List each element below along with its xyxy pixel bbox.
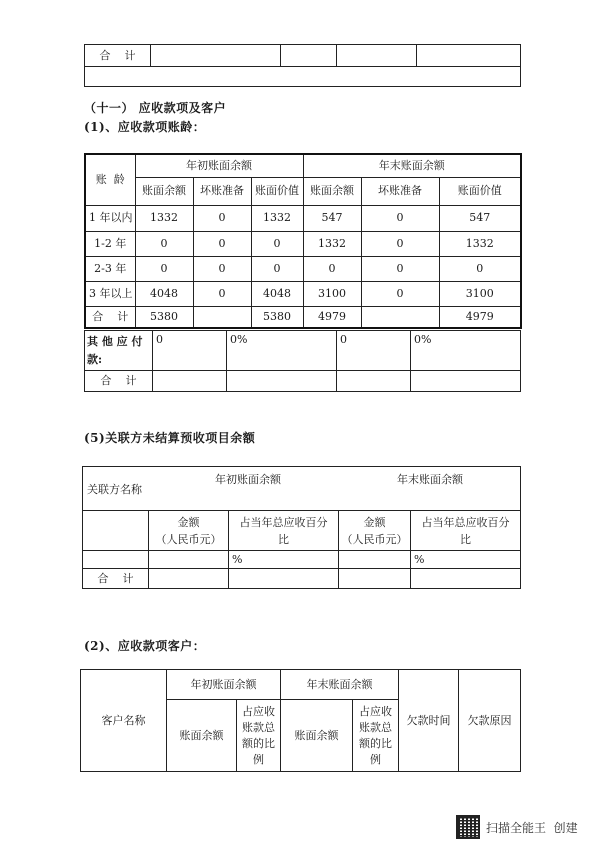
top-total-table	[84, 44, 521, 87]
ratio-line: 额的比	[359, 736, 392, 750]
aging-table	[84, 153, 522, 329]
cell-value: 0	[153, 331, 227, 371]
amount-header-line1: 金额	[363, 515, 386, 529]
amount-header-line2: （人民币元）	[341, 532, 408, 546]
pct-header-line2: 比	[460, 532, 472, 546]
overdue-time-header: 欠款时间	[399, 670, 459, 772]
aging-sub-header: 坏账准备	[361, 177, 439, 205]
overdue-reason-header: 欠款原因	[459, 670, 521, 772]
balance-header: 账面余额	[281, 700, 353, 772]
cell-value: 0	[193, 231, 251, 256]
table-row	[85, 231, 521, 256]
ratio-line: 占应收	[359, 704, 392, 718]
ratio-line: 占应收	[242, 704, 275, 718]
cell-value: 4979	[303, 306, 361, 328]
ratio-header	[353, 700, 399, 772]
cell-value: 4979	[439, 306, 521, 328]
related-party-table	[82, 466, 521, 589]
ratio-line: 例	[253, 752, 264, 766]
cell-value: 547	[303, 205, 361, 231]
aging-sub-header: 坏账准备	[193, 177, 251, 205]
balance-header: 账面余额	[167, 700, 237, 772]
cell-value: 0	[193, 205, 251, 231]
cell-value: 0	[135, 256, 193, 281]
customer-table	[80, 669, 521, 772]
pct-header-line2: 比	[278, 532, 289, 546]
cell-value	[193, 306, 251, 328]
cell-value: 0%	[411, 331, 521, 371]
related-end-header: 年末账面余额	[397, 473, 463, 486]
other-payables-table	[84, 330, 521, 392]
top-total-label: 合 计	[85, 45, 151, 67]
amount-header-line1: 金额	[177, 515, 200, 529]
cell-value: 0	[439, 256, 521, 281]
pct-header-line1: 占当年总应收百分	[421, 515, 510, 529]
table-row	[85, 256, 521, 281]
customer-end-header: 年末账面余额	[281, 670, 399, 700]
pct-header	[411, 511, 521, 551]
ratio-line: 账款总	[242, 720, 275, 734]
table-row	[85, 205, 521, 231]
aging-sub-header: 账面余额	[135, 177, 193, 205]
row-label: 2-3 年	[85, 256, 135, 281]
table-row	[83, 551, 521, 569]
pct-header-line1: 占当年总应收百分	[239, 515, 328, 529]
section-11-heading: （十一） 应收款项及客户	[84, 101, 227, 115]
amount-header-line2: （人民币元）	[155, 532, 222, 546]
aging-sub-header: 账面价值	[251, 177, 303, 205]
cell-value: 0	[251, 256, 303, 281]
cell-value: 0	[361, 281, 439, 306]
cell-value: 3100	[303, 281, 361, 306]
ratio-line: 账款总	[359, 720, 392, 734]
other-payables-label	[85, 331, 153, 371]
cell-value: 0	[361, 256, 439, 281]
section-2-heading: (2)、应收款项客户：	[84, 639, 206, 653]
pct-header	[229, 511, 339, 551]
table-row-total	[83, 569, 521, 589]
cell-value: 0	[361, 205, 439, 231]
cell-value: 0	[193, 256, 251, 281]
cell-value: 0	[135, 231, 193, 256]
table-row-total	[85, 306, 521, 328]
row-label: 3 年以上	[85, 281, 135, 306]
cell-value: 1332	[135, 205, 193, 231]
cell-value: 4048	[251, 281, 303, 306]
cell-value	[361, 306, 439, 328]
cell-value: 5380	[135, 306, 193, 328]
amount-header	[339, 511, 411, 551]
cell-value: 1332	[303, 231, 361, 256]
section-5-heading: (5)关联方未结算预收项目余额	[84, 431, 256, 445]
customer-name-header: 客户名称	[81, 670, 167, 772]
other-total-label: 合 计	[85, 371, 153, 392]
aging-sub-header: 账面余额	[303, 177, 361, 205]
cell-value: 1332	[251, 205, 303, 231]
other-payables-label-line1: 其 他 应 付	[87, 335, 143, 348]
aging-end-header: 年末账面余额	[303, 154, 521, 177]
other-payables-label-line2: 款:	[87, 353, 103, 366]
row-label: 1 年以内	[85, 205, 135, 231]
related-begin-header: 年初账面余额	[215, 473, 281, 486]
related-total-label: 合 计	[83, 569, 149, 589]
ratio-line: 例	[370, 752, 381, 766]
cell-value: 0	[361, 231, 439, 256]
cell-value: 0	[251, 231, 303, 256]
row-label: 合 计	[85, 306, 135, 328]
section-11-subheading: (1)、应收款项账龄：	[84, 120, 206, 134]
aging-begin-header: 年初账面余额	[135, 154, 303, 177]
scanner-watermark: 扫描全能王 创建	[486, 821, 578, 835]
table-row	[85, 281, 521, 306]
cell-value: 1332	[439, 231, 521, 256]
cell-value: 0	[193, 281, 251, 306]
qr-code-icon	[456, 815, 480, 839]
row-label: 1-2 年	[85, 231, 135, 256]
ratio-header	[237, 700, 281, 772]
customer-begin-header: 年初账面余额	[167, 670, 281, 700]
cell-value: 0	[337, 331, 411, 371]
cell-value: 5380	[251, 306, 303, 328]
cell-value: 3100	[439, 281, 521, 306]
pct-sign: %	[411, 551, 521, 569]
cell-value: 4048	[135, 281, 193, 306]
aging-sub-header: 账面价值	[439, 177, 521, 205]
age-header: 账 龄	[85, 154, 135, 205]
cell-value: 0	[303, 256, 361, 281]
pct-sign: %	[229, 551, 339, 569]
cell-value: 547	[439, 205, 521, 231]
cell-value: 0%	[227, 331, 337, 371]
amount-header	[149, 511, 229, 551]
ratio-line: 额的比	[242, 736, 275, 750]
related-name-header: 关联方名称	[87, 483, 142, 496]
